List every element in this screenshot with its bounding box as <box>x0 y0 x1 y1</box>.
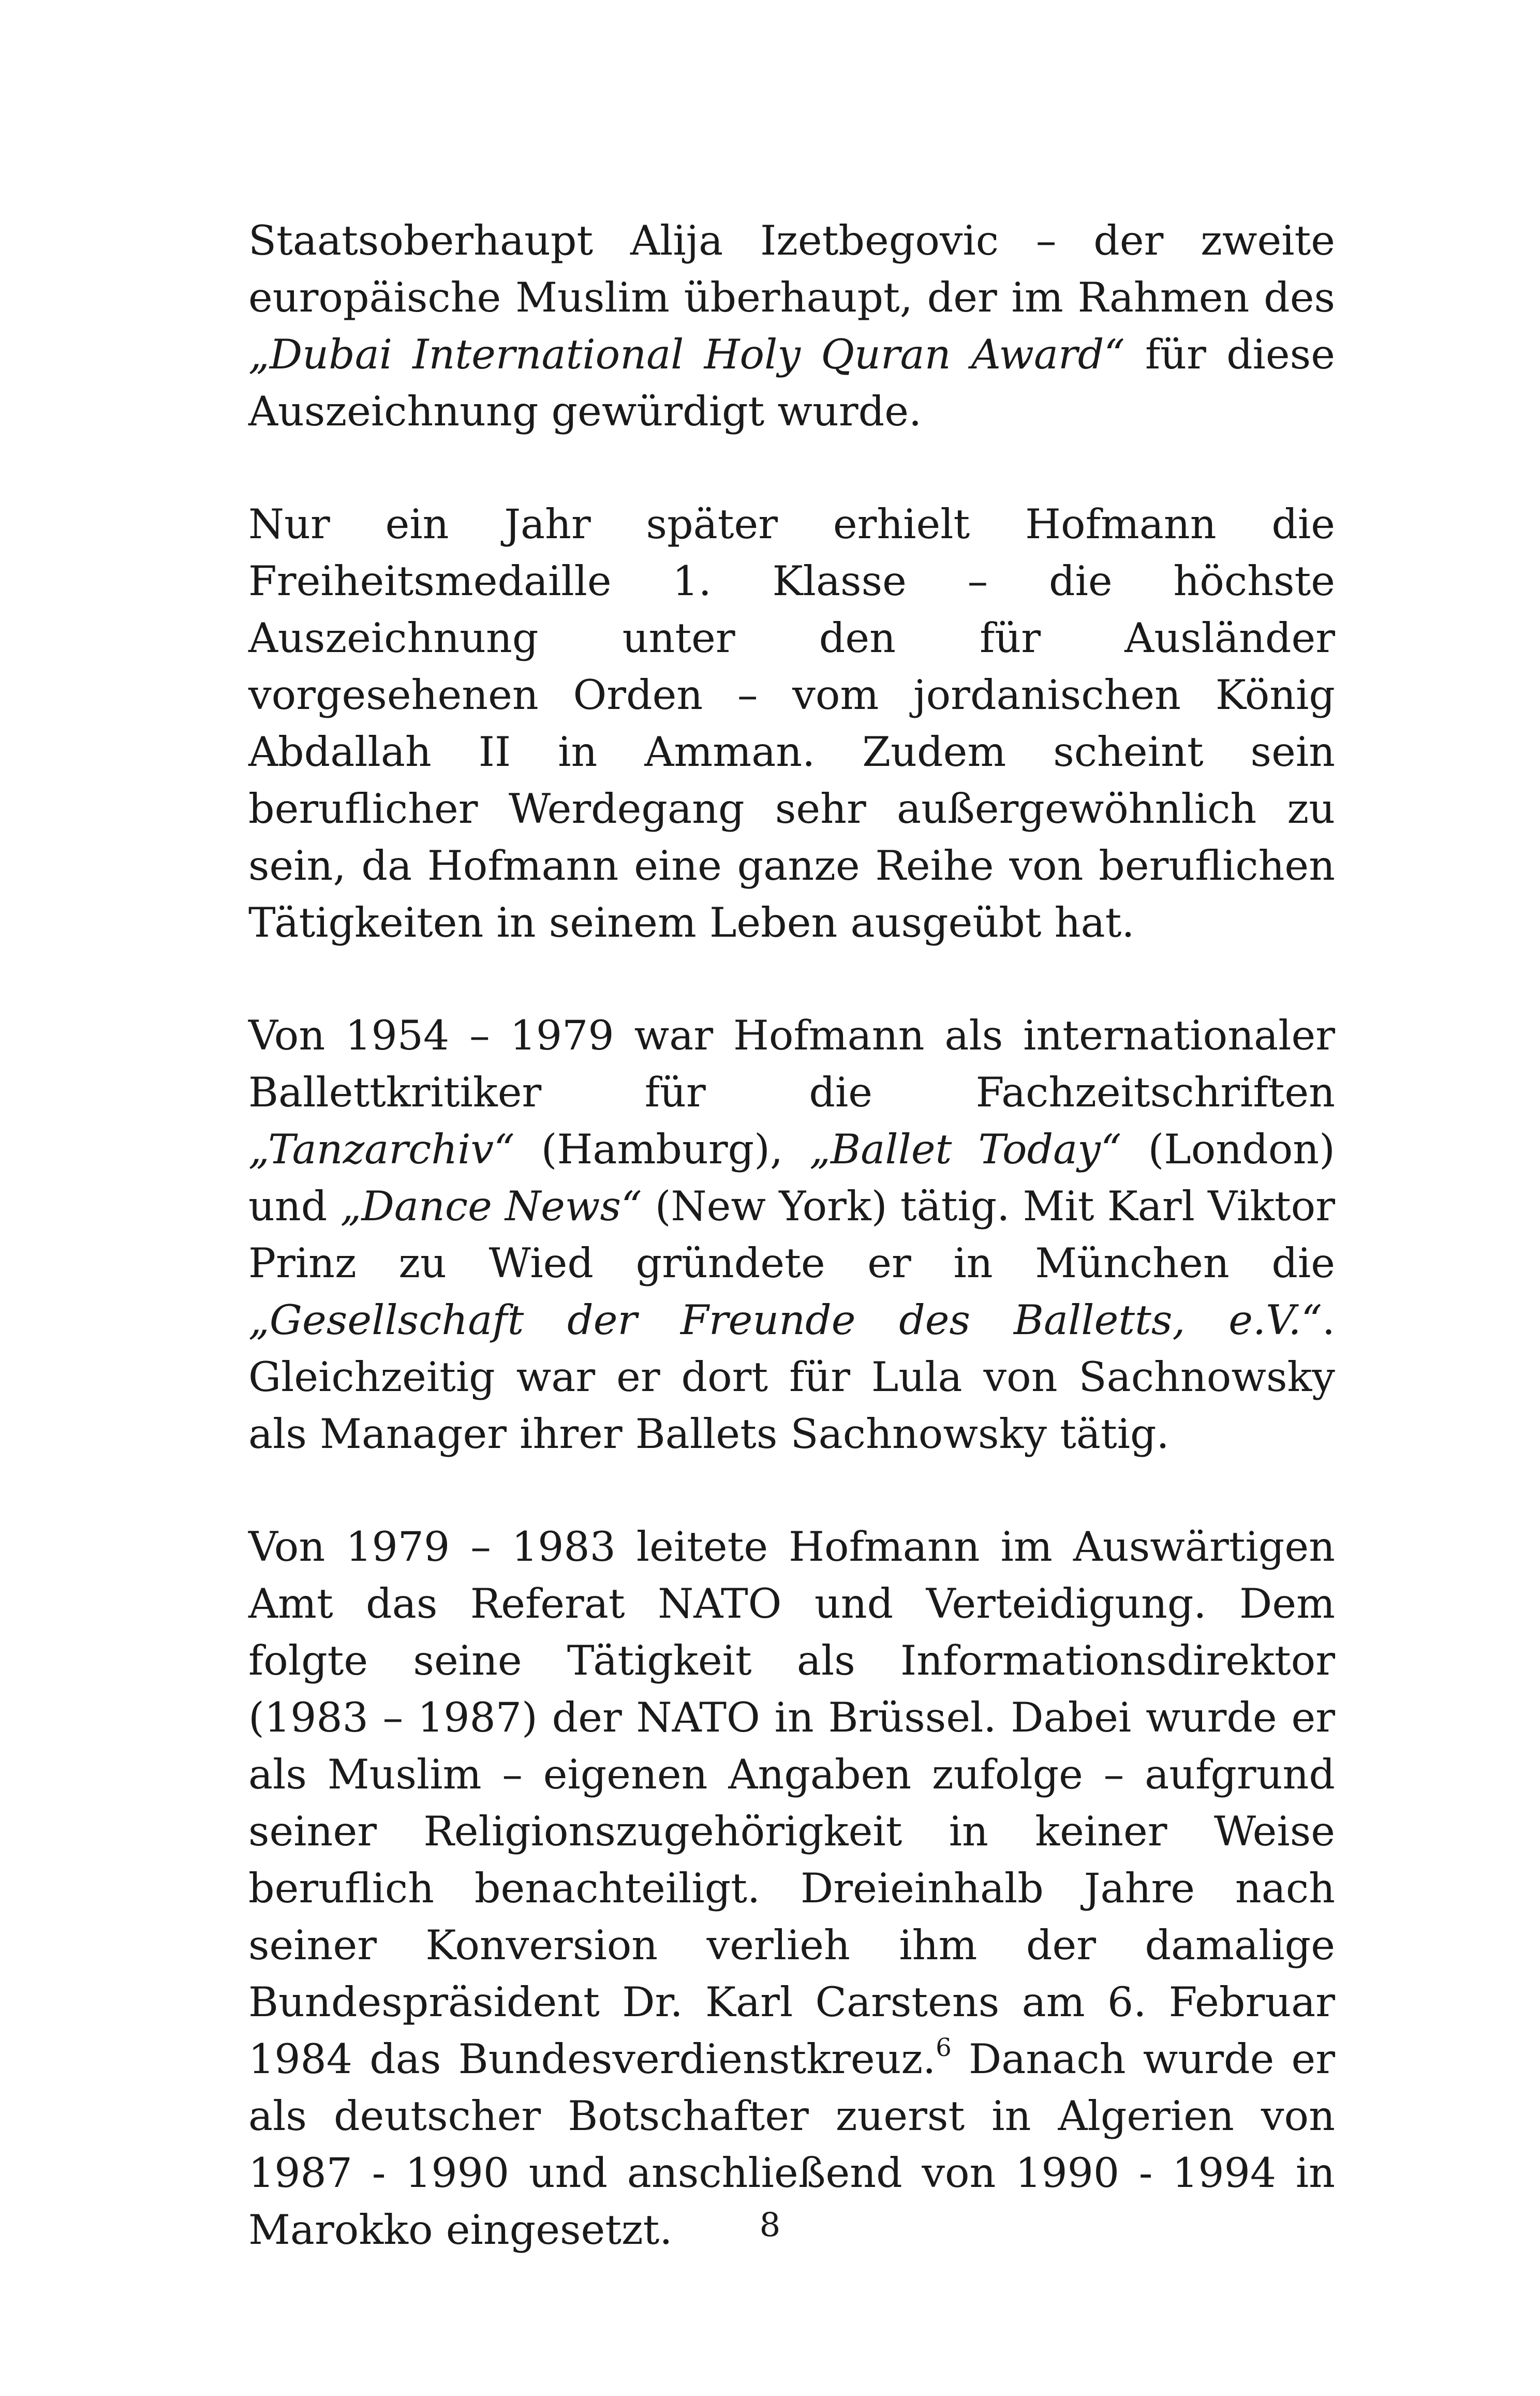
paragraph-2 <box>248 496 1335 951</box>
text-segment: (New York) tätig. Mit Karl Viktor Prinz zu Wied gründete er in München die <box>248 1182 1335 1287</box>
text-segment: Nur ein Jahr später erhielt Hofmann die Freiheitsmedaille 1. Klasse – die höchste Auszeichnung unter den für Ausländer vorgesehenen Orden – vom jordanischen König Abdallah II in Amman. Zudem scheint sein beruflicher Werdegang sehr außergewöhnlich zu sein, da Hofmann eine ganze Reihe von beruflichen Tätigkeiten in seinem Leben ausgeübt hat. <box>248 500 1335 946</box>
text-segment: (Hamburg), <box>514 1126 810 1173</box>
text-segment: (London) und <box>248 1126 1335 1230</box>
italic-title: „Dance News“ <box>340 1182 642 1230</box>
italic-title: „Ballet Today“ <box>809 1126 1122 1173</box>
page-number: 8 <box>759 2206 781 2244</box>
text-segment: . Gleichzeitig war er dort für Lula von Sachnowsky als Manager ihrer Ballets Sachnowsky tätig. <box>248 1296 1335 1458</box>
text-segment: Von 1979 – 1983 leitete Hofmann im Auswärtigen Amt das Referat NATO und Verteidigung. Dem folgte seine Tätigkeit als Informationsdirektor (1983 – 1987) der NATO in Brüssel. Dabei wurde er als Muslim – eigenen Angaben zufolge – aufgrund seiner Religionszugehörigkeit in keiner Weise beruflich benachteiligt. Dreieinhalb Jahre nach seiner Konversion verlieh ihm der damalige Bundespräsident Dr. Karl Carstens am 6. Februar 1984 das Bundesverdienstkreuz. <box>248 1523 1335 2083</box>
italic-title: „Tanzarchiv“ <box>248 1126 515 1173</box>
text-segment: Danach wurde er als deutscher Botschafter zuerst in Algerien von 1987 - 1990 und anschließend von 1990 - 1994 in Marokko eingesetzt. <box>248 2035 1335 2254</box>
text-segment: Von 1954 – 1979 war Hofmann als internationaler Ballettkritiker für die Fachzeitschriften <box>248 1012 1335 1116</box>
body-text <box>248 212 1335 2314</box>
paragraph-4 <box>248 1518 1335 2258</box>
footnote-reference: 6 <box>936 2033 952 2062</box>
paragraph-1 <box>248 212 1335 440</box>
italic-title: „Gesellschaft der Freunde des Balletts, e.V.“ <box>248 1296 1322 1344</box>
paragraph-3 <box>248 1007 1335 1462</box>
text-segment: Staatsoberhaupt Alija Izetbegovic – der zweite europäische Muslim überhaupt, der im Rahmen des <box>248 217 1335 321</box>
text-segment: für diese Auszeichnung gewürdigt wurde. <box>248 331 1335 435</box>
italic-title: „Dubai International Holy Quran Award“ <box>248 331 1125 378</box>
